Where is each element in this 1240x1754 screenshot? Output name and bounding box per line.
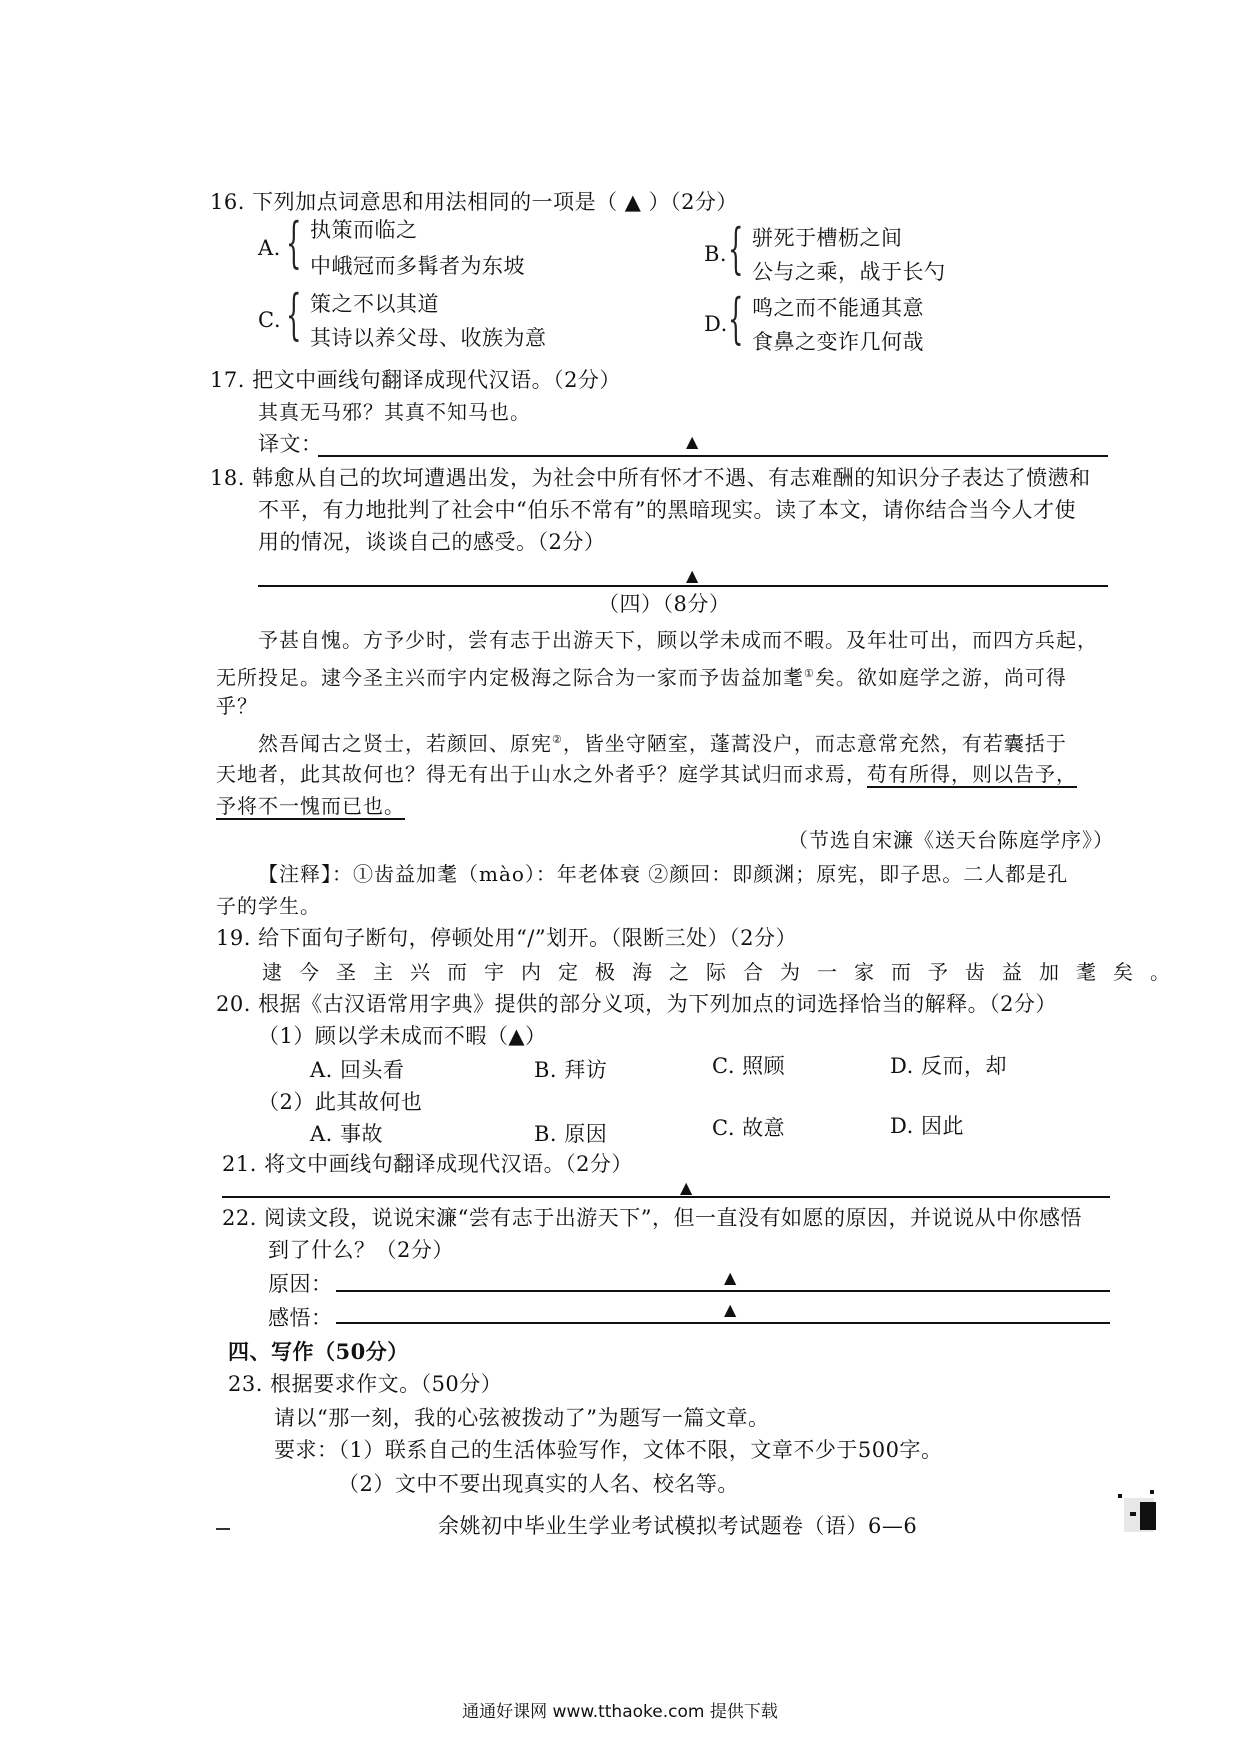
part4-p2-line1: 然吾闻古之贤士，若颜回、原宪②，皆坐守陋室，蓬蒿没户，而志意常充然，有若囊括于 <box>258 731 1067 756</box>
q18-line3: 用的情况，谈谈自己的感受。（2分） <box>258 530 606 554</box>
q17-stem: 17. 把文中画线句翻译成现代汉语。（2分） <box>210 368 621 392</box>
q19-sentence[interactable]: 逮今圣主兴而宇内定极海之际合为一家而予齿益加耄矣。 <box>262 960 1187 984</box>
q21-stem: 21. 将文中画线句翻译成现代汉语。（2分） <box>222 1152 633 1176</box>
q16-option-a-line1: 执策而临之 <box>310 218 418 242</box>
page-footer: 余姚初中毕业生学业考试模拟考试题卷（语）6—6 <box>438 1514 918 1538</box>
q22-line1: 22. 阅读文段，说说宋濂“尝有志于出游天下”，但一直没有如愿的原因，并说说从中你感悟 <box>222 1206 1083 1230</box>
part4-p1-line1: 予甚自愧。方予少时，尝有志于出游天下，顾以学未成而不暇。及年壮可出，而四方兵起， <box>258 628 1098 652</box>
q23-prompt: 请以“那一刻，我的心弦被拨动了”为题写一篇文章。 <box>274 1406 770 1430</box>
underlined-sentence-part1: 苟有所得，则以告予， <box>867 762 1077 786</box>
q21-answer-mark: ▲ <box>680 1178 693 1197</box>
q16-stem: 16. 下列加点词意思和用法相同的一项是（ ▲ ）（2分） <box>210 190 738 214</box>
q17-answer-line[interactable] <box>318 455 1108 457</box>
part4-p2-line2: 天地者，此其故何也？得无有出于山水之外者乎？庭学其试归而求焉，苟有所得，则以告予， <box>216 762 1077 786</box>
q20-sub2-option-a: A. 事故 <box>310 1122 384 1146</box>
q16-option-d-line1: 鸣之而不能通其意 <box>752 296 924 320</box>
scan-artifact-icon <box>1110 1490 1162 1538</box>
q23-requirement-2: （2）文中不要出现真实的人名、校名等。 <box>338 1472 739 1496</box>
q23-requirement-1: 要求：（1）联系自己的生活体验写作，文体不限，文章不少于500字。 <box>274 1438 943 1462</box>
q20-sub2-option-b: B. 原因 <box>534 1122 608 1146</box>
q16-option-c-label: C. <box>258 308 281 332</box>
part4-note-line2: 子的学生。 <box>216 894 321 918</box>
q20-sub1-option-d: D. 反而，却 <box>890 1054 1007 1078</box>
q20-sub2-option-c: C. 故意 <box>712 1116 786 1140</box>
underlined-sentence-part2: 予将不一愧而已也。 <box>216 794 405 818</box>
q16-option-d-line2: 食鼻之变诈几何哉 <box>752 330 924 354</box>
q20-sub1-option-c: C. 照顾 <box>712 1054 786 1078</box>
part4-p2-line3 <box>216 792 405 820</box>
q16-option-c-line2: 其诗以养父母、收族为意 <box>310 326 547 350</box>
q22-reason-mark: ▲ <box>724 1268 737 1287</box>
note-marker-1: ① <box>804 667 815 680</box>
q18-answer-line[interactable] <box>258 585 1108 587</box>
writing-heading: 四、写作（50分） <box>228 1339 409 1364</box>
q17-answer-label: 译文： <box>258 432 323 456</box>
part4-heading: （四）（8分） <box>598 592 731 616</box>
download-credit: 通通好课网 www.tthaoke.com 提供下载 <box>462 1702 778 1722</box>
q23-stem: 23. 根据要求作文。（50分） <box>228 1372 503 1396</box>
q16-brace-b: { <box>728 217 744 280</box>
q22-feel-mark: ▲ <box>724 1300 737 1319</box>
part4-p1-line2: 无所投足。逮今圣主兴而宇内定极海之际合为一家而予齿益加耄①矣。欲如庭学之游，尚可得 <box>216 665 1067 690</box>
q22-feel-label: 感悟： <box>268 1306 333 1330</box>
part4-source: （节选自宋濂《送天台陈庭学序》） <box>788 828 1114 852</box>
q22-reason-line[interactable] <box>336 1290 1110 1292</box>
q20-stem: 20. 根据《古汉语常用字典》提供的部分义项，为下列加点的词选择恰当的解释。（2分） <box>216 992 1057 1016</box>
q16-brace-a: { <box>286 211 302 274</box>
q16-brace-c: { <box>286 283 302 346</box>
q18-line2: 不平，有力地批判了社会中“伯乐不常有”的黑暗现实。读了本文，请你结合当今人才使 <box>258 498 1076 522</box>
q18-line1: 18. 韩愈从自己的坎坷遭遇出发，为社会中所有怀才不遇、有志难酬的知识分子表达了愤懑和 <box>210 466 1091 490</box>
q16-option-b-line2: 公与之乘，战于长勺 <box>752 260 946 284</box>
q17-sentence: 其真无马邪？其真不知马也。 <box>258 400 531 424</box>
part4-p1-line3: 乎？ <box>216 694 258 718</box>
q16-option-a-label: A. <box>258 236 281 260</box>
q20-sub2-option-d: D. 因此 <box>890 1114 964 1138</box>
q16-option-b-label: B. <box>704 242 728 266</box>
footer-dash <box>216 1528 230 1530</box>
q20-sub1-option-a: A. 回头看 <box>310 1058 405 1082</box>
q17-answer-mark: ▲ <box>686 432 699 451</box>
q20-sub1: （1）顾以学未成而不暇（▲） <box>258 1024 547 1048</box>
q22-feel-line[interactable] <box>336 1322 1110 1324</box>
q16-option-c-line1: 策之不以其道 <box>310 292 439 316</box>
q19-stem: 19. 给下面句子断句，停顿处用“/”划开。（限断三处）（2分） <box>216 926 797 950</box>
q16-option-d-label: D. <box>704 312 728 336</box>
q16-brace-d: { <box>728 287 744 350</box>
q18-answer-mark: ▲ <box>686 566 699 585</box>
q16-option-a-line2: 中峨冠而多髯者为东坡 <box>310 254 525 278</box>
q20-sub1-option-b: B. 拜访 <box>534 1058 608 1082</box>
q20-sub2: （2）此其故何也 <box>258 1090 423 1114</box>
q21-answer-line[interactable] <box>222 1196 1110 1198</box>
note-marker-2: ② <box>552 733 563 746</box>
q22-line2: 到了什么？（2分） <box>268 1238 454 1262</box>
part4-note-line1: 【注释】：①齿益加耄（mào）：年老体衰 ②颜回：即颜渊；原宪，即子思。二人都是孔 <box>258 862 1069 886</box>
q22-reason-label: 原因： <box>268 1272 333 1296</box>
q16-option-b-line1: 骈死于槽枥之间 <box>752 226 903 250</box>
